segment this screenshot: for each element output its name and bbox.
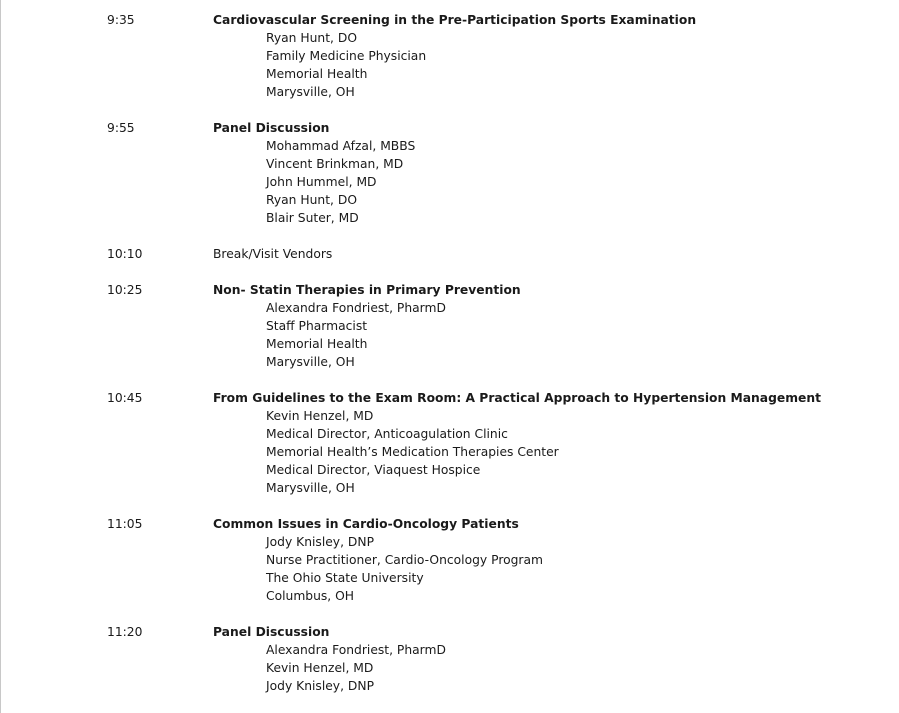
agenda-session xyxy=(1,515,899,605)
speaker-line: Memorial Health xyxy=(266,67,368,81)
session-time: 9:55 xyxy=(107,121,135,135)
session-time: 11:20 xyxy=(107,625,143,639)
session-title: Cardiovascular Screening in the Pre-Participation Sports Examination xyxy=(213,13,697,27)
speaker-line: Blair Suter, MD xyxy=(266,211,359,225)
speaker-line: John Hummel, MD xyxy=(266,175,377,189)
speaker-line: Jody Knisley, DNP xyxy=(266,535,374,549)
agenda xyxy=(1,11,899,695)
speaker-line: Vincent Brinkman, MD xyxy=(266,157,404,171)
speaker-line: Alexandra Fondriest, PharmD xyxy=(266,301,446,315)
session-time: 10:10 xyxy=(107,247,143,261)
speaker-line: Jody Knisley, DNP xyxy=(266,679,374,693)
speaker-line: Marysville, OH xyxy=(266,355,355,369)
speaker-line: Marysville, OH xyxy=(266,481,355,495)
speaker-line: Nurse Practitioner, Cardio-Oncology Program xyxy=(266,553,543,567)
session-title: Common Issues in Cardio-Oncology Patients xyxy=(213,517,519,531)
session-title: From Guidelines to the Exam Room: A Practical Approach to Hypertension Management xyxy=(213,391,822,405)
agenda-session xyxy=(1,623,899,695)
speaker-line: The Ohio State University xyxy=(266,571,424,585)
speaker-line: Mohammad Afzal, MBBS xyxy=(266,139,416,153)
speaker-line: Family Medicine Physician xyxy=(266,49,427,63)
agenda-session xyxy=(1,389,899,497)
session-time: 11:05 xyxy=(107,517,143,531)
session-time: 10:25 xyxy=(107,283,143,297)
agenda-session xyxy=(1,245,899,263)
session-title: Break/Visit Vendors xyxy=(213,247,333,261)
speaker-line: Medical Director, Viaquest Hospice xyxy=(266,463,481,477)
speaker-line: Marysville, OH xyxy=(266,85,355,99)
speaker-line: Medical Director, Anticoagulation Clinic xyxy=(266,427,508,441)
agenda-session xyxy=(1,11,899,101)
speaker-line: Kevin Henzel, MD xyxy=(266,661,374,675)
speaker-line: Columbus, OH xyxy=(266,589,355,603)
agenda-session xyxy=(1,119,899,227)
session-title: Panel Discussion xyxy=(213,121,330,135)
session-time: 10:45 xyxy=(107,391,143,405)
speaker-line: Alexandra Fondriest, PharmD xyxy=(266,643,446,657)
agenda-session xyxy=(1,281,899,371)
speaker-line: Memorial Health xyxy=(266,337,368,351)
session-title: Non- Statin Therapies in Primary Prevention xyxy=(213,283,521,297)
session-title: Panel Discussion xyxy=(213,625,330,639)
session-time: 9:35 xyxy=(107,13,135,27)
speaker-line: Memorial Health’s Medication Therapies Center xyxy=(266,445,559,459)
speaker-line: Ryan Hunt, DO xyxy=(266,193,358,207)
speaker-line: Kevin Henzel, MD xyxy=(266,409,374,423)
speaker-line: Staff Pharmacist xyxy=(266,319,368,333)
speaker-line: Ryan Hunt, DO xyxy=(266,31,358,45)
